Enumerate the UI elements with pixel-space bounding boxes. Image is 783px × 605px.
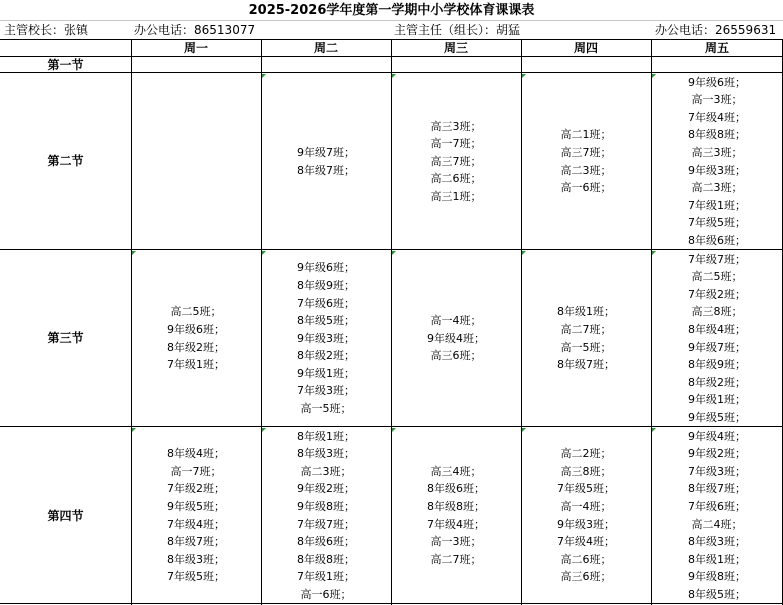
class-entry: 高三6班； (560, 570, 612, 584)
director-name: 胡猛 (496, 23, 521, 37)
class-entry: 高二1班； (560, 128, 612, 142)
phone1-label: 办公电话： (134, 23, 195, 37)
class-entry: 高三3班； (691, 145, 743, 159)
class-entry: 7年级4班； (688, 110, 746, 124)
class-entry: 高一5班； (300, 402, 352, 416)
class-entry: 9年级6班； (297, 261, 355, 275)
comment-marker-icon (392, 74, 396, 78)
phone1-info (134, 20, 255, 39)
cell-period3-tue[interactable] (261, 250, 391, 427)
period-label-3: 第三节 (47, 331, 84, 345)
principal-name: 张镇 (64, 23, 89, 37)
class-entry: 高二7班； (560, 322, 612, 336)
comment-marker-icon (522, 251, 526, 255)
class-entry: 8年级3班； (688, 535, 746, 549)
class-entry: 7年级6班； (297, 296, 355, 310)
class-entry: 7年级2班； (167, 482, 225, 496)
class-entry: 高一3班； (691, 93, 743, 107)
class-entry: 9年级5班； (688, 410, 746, 424)
class-entry: 8年级3班； (297, 447, 355, 461)
class-list (688, 251, 746, 427)
class-entry: 7年级3班； (688, 464, 746, 478)
class-entry: 8年级7班； (167, 535, 225, 549)
period-label-1: 第一节 (47, 58, 84, 72)
class-entry: 高二4班； (691, 517, 743, 531)
class-entry: 高二5班； (170, 305, 222, 319)
class-entry: 8年级6班； (297, 535, 355, 549)
class-entry: 9年级6班； (167, 322, 225, 336)
principal-info (4, 20, 88, 39)
comment-marker-icon (262, 251, 266, 255)
day-header-thu: 周四 (573, 41, 598, 55)
class-entry: 9年级4班； (427, 331, 485, 345)
class-entry: 8年级1班； (557, 305, 615, 319)
class-entry: 8年级4班； (167, 447, 225, 461)
class-entry: 7年级5班； (557, 482, 615, 496)
class-entry: 高一3班； (430, 535, 482, 549)
class-list (297, 259, 355, 417)
class-entry: 9年级3班； (557, 517, 615, 531)
class-entry: 7年级7班； (688, 252, 746, 266)
grid-line (0, 603, 783, 604)
class-entry: 8年级7班； (557, 358, 615, 372)
class-list (427, 463, 485, 569)
phone2-label: 办公电话： (655, 23, 716, 37)
comment-marker-icon (132, 428, 136, 432)
cell-period2-tue[interactable] (261, 73, 391, 250)
comment-marker-icon (652, 428, 656, 432)
comment-marker-icon (652, 251, 656, 255)
class-entry: 8年级8班； (427, 499, 485, 513)
class-entry: 8年级8班； (297, 552, 355, 566)
class-entry: 7年级1班； (688, 198, 746, 212)
cell-period1-thu[interactable] (521, 57, 651, 73)
class-entry: 8年级2班； (688, 375, 746, 389)
cell-period4-thu[interactable] (521, 427, 651, 604)
class-entry: 高三1班； (430, 189, 482, 203)
class-entry: 7年级6班； (688, 499, 746, 513)
cell-period2-mon[interactable] (131, 73, 261, 250)
grid-line (0, 426, 783, 427)
period-label-2: 第二节 (47, 154, 84, 168)
class-entry: 8年级6班； (427, 482, 485, 496)
class-entry: 8年级8班； (688, 128, 746, 142)
grid-line (0, 39, 783, 40)
cell-period4-fri[interactable] (651, 427, 783, 604)
class-entry: 高一4班； (560, 499, 612, 513)
day-header-fri: 周五 (704, 41, 729, 55)
class-list (557, 303, 615, 373)
class-entry: 9年级1班； (688, 393, 746, 407)
cell-period3-fri[interactable] (651, 250, 783, 427)
cell-period4-tue[interactable] (261, 427, 391, 604)
class-entry: 9年级6班； (688, 75, 746, 89)
grid-line (0, 72, 783, 73)
class-entry: 高二3班； (560, 163, 612, 177)
class-entry: 高三7班； (560, 145, 612, 159)
class-entry: 高二7班； (430, 552, 482, 566)
class-entry: 7年级7班； (297, 517, 355, 531)
class-entry: 高三8班； (691, 305, 743, 319)
class-entry: 8年级6班； (688, 233, 746, 247)
class-entry: 9年级7班； (688, 340, 746, 354)
director-info (394, 20, 520, 39)
class-list (167, 303, 225, 373)
class-entry: 8年级2班； (167, 340, 225, 354)
class-list (431, 118, 482, 206)
phone1-value: 86513077 (194, 23, 256, 37)
class-entry: 高二3班； (691, 181, 743, 195)
class-entry: 9年级2班； (297, 482, 355, 496)
class-entry: 8年级4班； (688, 322, 746, 336)
grid-line (261, 39, 262, 605)
class-list (297, 428, 355, 604)
class-entry: 9年级3班； (688, 163, 746, 177)
cell-period1-mon[interactable] (131, 57, 261, 73)
class-entry: 高一4班； (430, 314, 482, 328)
phone2-info (655, 20, 776, 39)
class-entry: 高二2班； (560, 447, 612, 461)
class-entry: 高二5班； (691, 270, 743, 284)
class-entry: 高一5班； (560, 340, 612, 354)
comment-marker-icon (262, 74, 266, 78)
class-entry: 8年级3班； (167, 552, 225, 566)
grid-line (131, 39, 132, 605)
class-list (688, 74, 746, 250)
class-entry: 9年级4班； (688, 429, 746, 443)
class-entry: 9年级5班； (167, 499, 225, 513)
grid-line (0, 56, 783, 57)
class-entry: 8年级2班； (297, 349, 355, 363)
class-entry: 7年级3班； (297, 384, 355, 398)
cell-period2-fri[interactable] (651, 73, 783, 250)
class-entry: 9年级1班； (297, 366, 355, 380)
day-header-wed: 周三 (443, 41, 468, 55)
class-entry: 高一7班； (170, 464, 222, 478)
class-entry: 高三6班； (430, 349, 482, 363)
class-entry: 9年级3班； (297, 331, 355, 345)
comment-marker-icon (522, 74, 526, 78)
class-entry: 7年级5班； (167, 570, 225, 584)
cell-period3-thu[interactable] (521, 250, 651, 427)
class-entry: 7年级4班； (557, 535, 615, 549)
class-entry: 8年级5班； (297, 314, 355, 328)
comment-marker-icon (262, 428, 266, 432)
class-entry: 7年级5班； (688, 216, 746, 230)
class-list (557, 445, 615, 586)
class-entry: 高三8班； (560, 464, 612, 478)
class-entry: 8年级7班； (688, 482, 746, 496)
cell-period1-tue[interactable] (261, 57, 391, 73)
class-entry: 9年级8班； (688, 570, 746, 584)
class-entry: 8年级9班； (688, 358, 746, 372)
page-title: 2025-2026学年度第一学期中小学校体育课课表 (248, 3, 535, 18)
class-entry: 高二3班； (300, 464, 352, 478)
cell-period3-mon[interactable] (131, 250, 261, 427)
class-entry: 9年级7班； (297, 145, 355, 159)
class-entry: 8年级1班； (297, 429, 355, 443)
class-entry: 9年级2班； (688, 447, 746, 461)
class-entry: 高一7班； (430, 137, 482, 151)
principal-label: 主管校长： (4, 23, 65, 37)
class-entry: 8年级9班； (297, 278, 355, 292)
cell-period1-wed[interactable] (391, 57, 521, 73)
class-entry: 7年级1班； (297, 570, 355, 584)
comment-marker-icon (132, 251, 136, 255)
phone2-value: 26559631 (715, 23, 777, 37)
day-header-mon: 周一 (183, 41, 208, 55)
class-entry: 7年级4班； (167, 517, 225, 531)
comment-marker-icon (392, 428, 396, 432)
class-entry: 7年级2班； (688, 287, 746, 301)
class-list (297, 144, 355, 179)
comment-marker-icon (392, 251, 396, 255)
class-entry: 8年级7班； (297, 163, 355, 177)
cell-period3-wed[interactable] (391, 250, 521, 427)
grid-line (651, 39, 652, 605)
grid-line (521, 39, 522, 605)
class-list (167, 445, 225, 586)
cell-period2-wed[interactable] (391, 73, 521, 250)
class-list (561, 126, 612, 196)
class-entry: 8年级1班； (688, 552, 746, 566)
class-entry: 高三7班； (430, 154, 482, 168)
day-header-tue: 周二 (313, 41, 338, 55)
class-entry: 7年级4班； (427, 517, 485, 531)
comment-marker-icon (652, 74, 656, 78)
cell-period2-thu[interactable] (521, 73, 651, 250)
director-label: 主管主任（组长）： (394, 23, 497, 37)
class-entry: 8年级5班； (688, 587, 746, 601)
class-list (688, 428, 746, 604)
grid-line (391, 39, 392, 605)
cell-period4-mon[interactable] (131, 427, 261, 604)
period-label-4: 第四节 (47, 509, 84, 523)
grid-line (0, 249, 783, 250)
class-entry: 高三4班； (430, 464, 482, 478)
cell-period4-wed[interactable] (391, 427, 521, 604)
class-entry: 9年级8班； (297, 499, 355, 513)
class-entry: 高一6班； (560, 181, 612, 195)
cell-period1-fri[interactable] (651, 57, 783, 73)
class-entry: 7年级1班； (167, 358, 225, 372)
class-list (427, 312, 485, 365)
class-entry: 高二6班； (430, 172, 482, 186)
class-entry: 高一6班； (300, 587, 352, 601)
comment-marker-icon (522, 428, 526, 432)
class-entry: 高二6班； (560, 552, 612, 566)
class-entry: 高三3班； (430, 119, 482, 133)
